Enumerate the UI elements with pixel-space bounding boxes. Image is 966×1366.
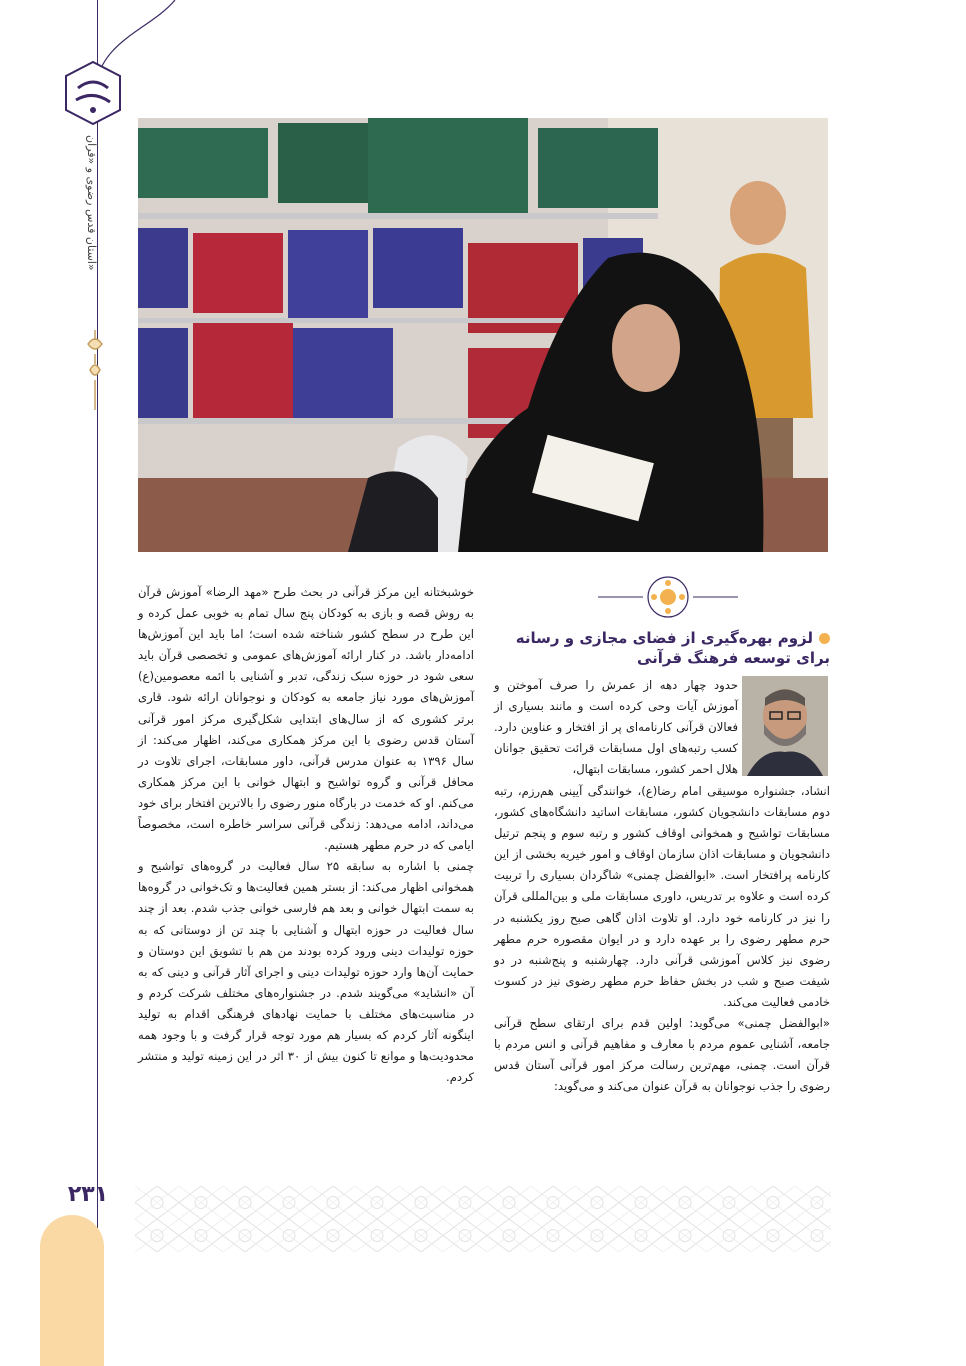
left-column xyxy=(138,582,474,1088)
page-tab xyxy=(40,1215,104,1366)
paragraph: انشاد، جشنواره موسیقی امام رضا(ع)، خوانندگی آیینی هم‌رزم، رتبه دوم مسابقات دانشجویان کشور، مسابقات اساتید دانشگاه‌های کشور، مسابقات تواشیح و همخوانی اوقاف کشور و رتبه سوم و پنجم ترتیل دانشجویان و مسابقات اذان سازمان اوقاف و امور خیریه بخشی از این کارنامه پرافتخار است. «ابوالفضل چمنی» شاگردان بسیاری را تربیت کرده است و علاوه بر تدریس، داوری مسابقات ملی و بین‌المللی قرآن را نیز در کارنامه خود دارد. او تلاوت اذان گاهی صبح روز یکشنبه در حرم مطهر رضوی را بر عهده دارد و در ایوان مقصوره حرم مطهر رضوی نیز کلاس آموزشی قرآنی دارد. چهارشنبه و پنج‌شنبه در دو شیفت صبح و شب در بخش حفاظ حرم مطهر رضوی نیز در کسوت خادمی فعالیت می‌کند. xyxy=(494,784,830,1009)
portrait-photo xyxy=(742,676,828,776)
side-caption: آستان قدس رضوی و «قرآن» xyxy=(85,135,98,271)
page-number: ۲۳۱ xyxy=(67,1182,109,1207)
footer-pattern xyxy=(135,1186,831,1252)
article-heading-text: لزوم بهره‌گیری از فضای مجازی و رسانه برای توسعه فرهنگ قرآنی xyxy=(515,629,830,667)
sidebar-ornament xyxy=(80,330,110,410)
article-heading xyxy=(494,628,830,668)
paragraph: چمنی با اشاره به سابقه ۲۵ سال فعالیت در گروه‌های تواشیح و همخوانی اظهار می‌کند: از بستر همین فعالیت‌ها و تک‌خوانی در گروه‌ها به سمت ابتهال خوانی و بعد هم فارسی خوانی جذب شدم. بعد از چند سال فعالیت در حوزه ابتهال و آشنایی با چند تن از دوستانی که به حوزه تولیدات دینی ورود کرده بودند من هم با تشویق این دوستان و حمایت آن‌ها وارد حوزه تولیدات دینی و اجرای آثار قرآنی و دینی که به آن «انشاید» می‌گویند شدم. در جشنواره‌های مختلف شرکت کردم و در مناسبت‌های مختلف با حمایت نهادهای فرهنگی اقدام به تولید اینگونه آثار کردم که بسیار هم مورد توجه قرار گرفت و با وجود همه محدودیت‌ها و موانع تا کنون بیش از ۳۰ اثر در این زمینه تولید و منتشر کردم. xyxy=(138,859,475,1085)
right-column-top xyxy=(494,675,738,780)
heading-bullet-icon xyxy=(819,633,830,644)
paragraph: خوشبختانه این مرکز قرآنی در بحث طرح «مهد الرضا» آموزش قرآن به روش قصه و بازی به کودکان پنج سال تمام به خوبی عمل کرده و این طرح در سطح کشور شناخته شده است؛ اما باید این آموزش‌ها ادامه‌دار باشد. در کنار ارائه آموزش‌های عمومی و تخصصی قرآن باید سعی شود در حوزه سبک زندگی، تدبر و آشنایی با ائمه معصومین(ع) آموزش‌های مورد نیاز جامعه به کودکان و نوجوانان ارائه شود. قاری برتر کشوری که از سال‌های ابتدایی شکل‌گیری مرکز امور قرآنی آستان قدس رضوی با این مرکز همکاری می‌کند، اظهار می‌کند: از سال ۱۳۹۶ به عنوان مدرس قرآنی، داور مسابقات، اجرای تلاوت در محافل قرآنی و گروه تواشیح و ابتهال خوانی با این مرکز همکاری می‌کنم. او که خدمت در بارگاه منور رضوی را بالاترین افتخار برای خود می‌داند، ادامه می‌دهد: زندگی قرآنی سراسر خاطره است، مخصوصاً ایامی که در حرم مطهر هستیم. xyxy=(138,585,474,853)
paragraph: حدود چهار دهه از عمرش را صرف آموختن و آموزش آیات وحی کرده است و مانند بسیاری از فعالان قرآنی کارنامه‌ای پر از افتخار و عناوین دارد. کسب رتبه‌های اول مسابقات قرائت تحقیق جوانان هلال احمر کشور، مسابقات ابتهال، xyxy=(494,678,738,777)
section-ornament xyxy=(598,572,738,622)
main-photo xyxy=(138,118,828,552)
magazine-logo xyxy=(58,58,128,128)
right-column-bottom xyxy=(494,781,830,1097)
paragraph: «ابوالفضل چمنی» می‌گوید: اولین قدم برای ارتقای سطح قرآنی جامعه، آشنایی عموم مردم با معارف و مفاهیم قرآنی و انس مردم با قرآن است. چمنی، مهم‌ترین رسالت مرکز امور قرآنی آستان قدس رضوی را جذب نوجوانان به قرآن عنوان می‌کند و می‌گوید: xyxy=(494,1016,830,1094)
